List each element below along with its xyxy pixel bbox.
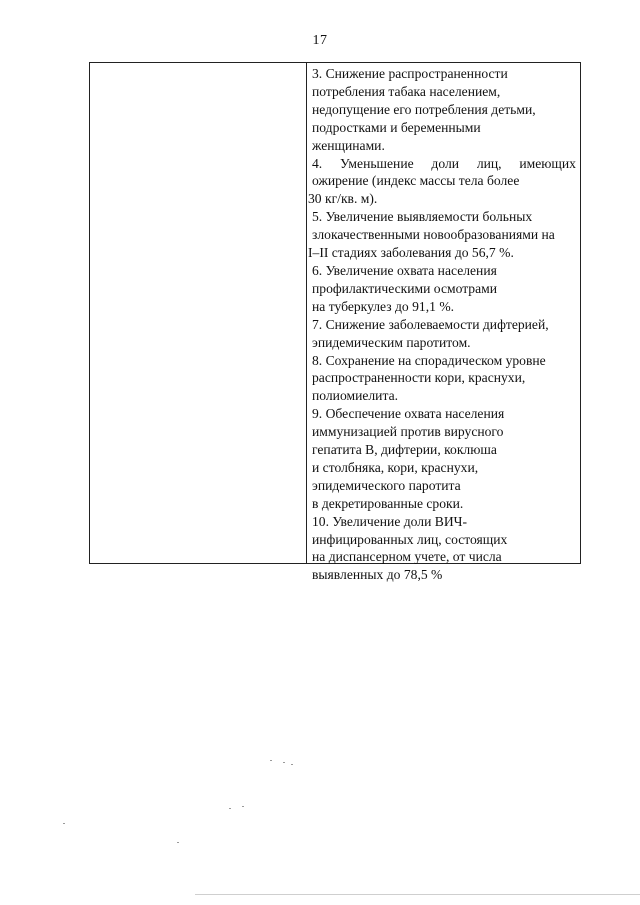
scan-speck: [283, 762, 285, 763]
text-line: женщинами.: [312, 137, 385, 153]
page-number: 17: [312, 33, 328, 48]
text-line: 3. Снижение распространенности: [312, 66, 508, 81]
text-line: эпидемическим паротитом.: [312, 334, 471, 350]
text-line-justified: [312, 155, 576, 173]
text-line: 7. Снижение заболеваемости дифтерией,: [312, 316, 549, 332]
justified-word: имеющих: [519, 155, 576, 171]
justified-word: 4.: [312, 155, 323, 171]
scan-edge-line: [195, 894, 640, 895]
text-line: эпидемического паротита: [312, 477, 461, 493]
scan-speck: [229, 808, 231, 809]
text-line: 8. Сохранение на спорадическом уровне: [312, 352, 546, 368]
text-line: I–II стадиях заболевания до 56,7 %.: [308, 245, 514, 261]
scan-speck: [242, 806, 244, 807]
text-line: выявленных до 78,5 %: [312, 567, 443, 583]
text-line: недопущение его потребления детьми,: [312, 101, 536, 117]
text-line: потребления табака населением,: [312, 83, 501, 99]
text-line: ожирение (индекс массы тела более: [312, 173, 520, 189]
text-line: 9. Обеспечение охвата населения: [312, 406, 505, 422]
justified-word: лиц,: [476, 155, 502, 171]
text-line: и столбняка, кори, краснухи,: [312, 459, 479, 475]
text-line: инфицированных лиц, состоящих: [312, 531, 508, 547]
justified-word: доли: [431, 155, 460, 171]
table-left-cell: [90, 63, 307, 563]
scan-speck: [63, 823, 65, 824]
text-line: профилактическими осмотрами: [312, 280, 498, 296]
text-line: 5. Увеличение выявляемости больных: [312, 209, 533, 225]
table-right-cell: [307, 63, 580, 583]
scan-speck: [291, 764, 293, 765]
text-line: 30 кг/кв. м).: [308, 191, 378, 207]
text-line: на диспансерном учете, от числа: [312, 549, 502, 565]
text-line: на туберкулез до 91,1 %.: [312, 298, 455, 314]
measures-table: [89, 62, 581, 583]
text-line: злокачественными новообразованиями на: [312, 227, 555, 243]
scan-speck: [177, 842, 179, 843]
justified-word: Уменьшение: [340, 155, 414, 171]
text-line: полиомиелита.: [312, 388, 398, 404]
text-line: 10. Увеличение доли ВИЧ-: [312, 513, 467, 529]
text-line: иммунизацией против вирусного: [312, 424, 504, 440]
text-line: в декретированные сроки.: [312, 495, 464, 511]
scan-speck: [270, 760, 272, 761]
text-line: распространенности кори, краснухи,: [312, 370, 526, 386]
text-line: гепатита В, дифтерии, коклюша: [312, 442, 497, 458]
text-line: 6. Увеличение охвата населения: [312, 262, 497, 278]
text-line: подростками и беременными: [312, 119, 481, 135]
